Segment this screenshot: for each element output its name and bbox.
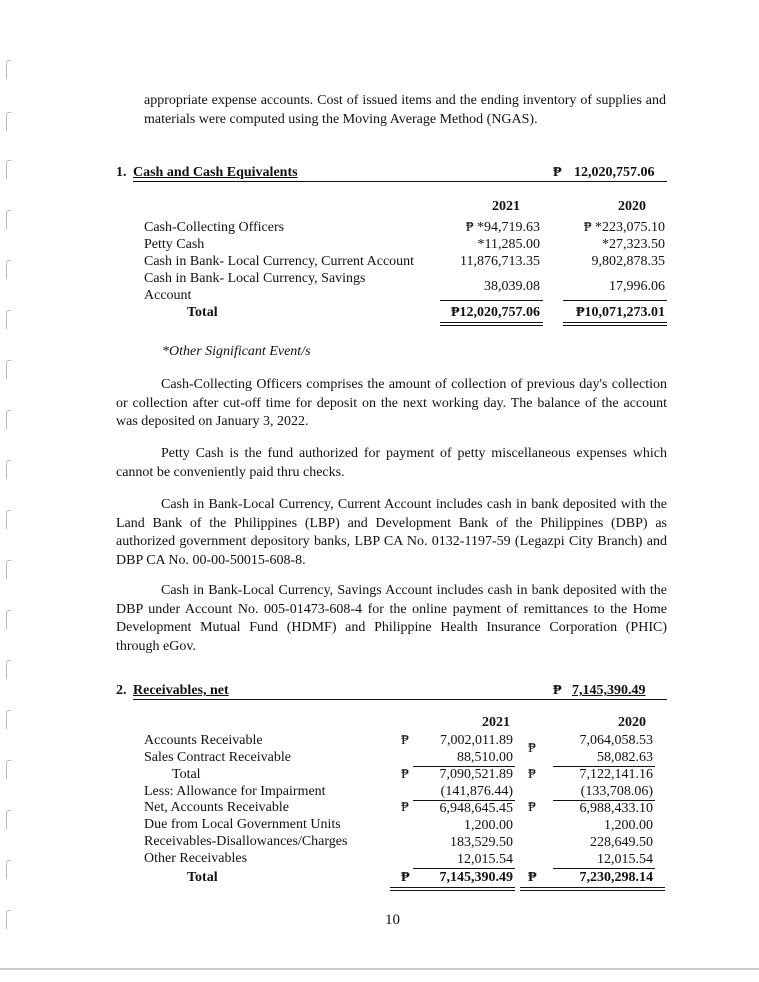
s1-total-rule-2020 (563, 322, 667, 323)
s2-row-2020: 12,015.54 (597, 852, 653, 867)
s2-row-2020: 228,649.50 (590, 835, 653, 850)
s2-peso-2020: ₱ (528, 767, 536, 782)
s2-peso-2020: ₱ (528, 800, 536, 815)
page-number: 10 (385, 912, 400, 928)
s1-total-rule-2021-b (440, 325, 543, 326)
s2-row-label: Sales Contract Receivable (144, 750, 291, 765)
s1-total-rule-2021 (440, 322, 543, 323)
s2-row-label: Other Receivables (144, 851, 248, 866)
s2-row-2021: (141,876.44) (440, 784, 513, 799)
section1-header-rule (133, 181, 667, 182)
s2-peso-2021: ₱ (401, 800, 409, 815)
s1-row-label: Cash in Bank- Local Currency, Current Account (144, 254, 415, 269)
section2-col-2020: 2020 (618, 715, 646, 730)
section2-col-2021: 2021 (482, 715, 510, 730)
s1-row-2020: 9,802,878.35 (591, 254, 665, 269)
section2-number: 2. (116, 683, 127, 698)
s2-peso-2020: ₱ (528, 741, 536, 756)
section1-number: 1. (116, 165, 127, 180)
s1-total-label: Total (187, 305, 218, 320)
s1-row-label: Cash-Collecting Officers (144, 220, 285, 235)
s1-row-2021: ₱ *94,719.63 (465, 220, 540, 235)
s2-row-label: Accounts Receivable (144, 733, 263, 748)
s2-row-label: Less: Allowance for Impairment (144, 784, 326, 799)
s2-total-rule (390, 887, 515, 888)
s1-paragraph-1: Cash-Collecting Officers comprises the amount of collection of previous day's collection or collection after cut-off time for deposit on the next working day. The balance of the account was deposited on January 3, 2022. (116, 377, 667, 429)
section2-amount: 7,145,390.49 (572, 683, 646, 698)
s2-row-2021: 1,200.00 (464, 818, 513, 833)
section1-title: Cash and Cash Equivalents (133, 165, 298, 180)
s2-row-2021: 7,002,011.89 (440, 733, 513, 748)
s2-row-2021: 12,015.54 (457, 852, 513, 867)
intro-paragraph: appropriate expense accounts. Cost of issued items and the ending inventory of supplies and materials were computed using the Moving Average Method (NGAS). (144, 93, 666, 127)
s1-row-2021: *11,285.00 (477, 237, 540, 252)
s2-total-2021: 7,145,390.49 (439, 870, 513, 885)
s2-total-peso-2021: ₱ (401, 870, 410, 885)
section1-peso: ₱ (553, 165, 562, 180)
s2-row-label: Receivables-Disallowances/Charges (144, 834, 348, 849)
section2-peso: ₱ (553, 683, 562, 698)
s2-row-2020: 6,988,433.10 (579, 801, 653, 816)
section1-col-2021: 2021 (492, 199, 520, 214)
s1-row-2020: *27,323.50 (602, 237, 665, 252)
s1-row-label: Petty Cash (144, 237, 205, 252)
s2-row-2021: 6,948,645.45 (439, 801, 513, 816)
s2-rule (553, 868, 655, 869)
s2-total-label: Total (187, 870, 218, 885)
s1-total-2021: ₱12,020,757.06 (450, 305, 540, 320)
s2-row-label: Total (172, 767, 201, 782)
s2-total-rule-b (520, 890, 665, 891)
s1-row-2021: 38,039.08 (484, 279, 540, 294)
section2-title: Receivables, net (133, 683, 229, 698)
section1-col-2020: 2020 (618, 199, 646, 214)
s1-row-2021: 11,876,713.35 (460, 254, 540, 269)
s1-row-2020: ₱ *223,075.10 (583, 220, 665, 235)
s2-rule (413, 868, 515, 869)
s2-peso-2021: ₱ (401, 767, 409, 782)
s2-row-2021: 183,529.50 (450, 835, 513, 850)
s1-subtotal-rule-2020 (563, 300, 667, 301)
s2-row-2020: 1,200.00 (604, 818, 653, 833)
s2-row-label: Due from Local Government Units (144, 817, 341, 832)
s2-total-rule-b (390, 890, 515, 891)
s2-row-label: Net, Accounts Receivable (144, 800, 290, 815)
s1-row-label-cont: Account (144, 288, 192, 303)
s1-total-rule-2020-b (563, 325, 667, 326)
s1-paragraph-2: Petty Cash is the fund authorized for payment of petty miscellaneous expenses which cannot be conveniently paid thru checks. (116, 446, 667, 480)
s1-row-2020: 17,996.06 (609, 279, 665, 294)
s1-total-2020: ₱10,071,273.01 (575, 305, 665, 320)
section1-amount: 12,020,757.06 (574, 165, 655, 180)
s1-paragraph-4: Cash in Bank-Local Currency, Savings Account includes cash in bank deposited with the DBP under Account No. 005-01473-608-4 for the online payment of remittances to the Home Development Mutual Fund (HDMF) and Philippine Health Insurance Corporation (PHIC) through eGov. (116, 583, 667, 654)
page-bottom-edge (0, 968, 759, 970)
section2-header-rule (133, 699, 667, 700)
s2-row-2020: (133,708.06) (580, 784, 653, 799)
s2-row-2021: 7,090,521.89 (439, 767, 513, 782)
s2-row-2020: 58,082.63 (597, 750, 653, 765)
s2-row-2021: 88,510.00 (457, 750, 513, 765)
s2-total-peso-2020: ₱ (528, 870, 537, 885)
s2-total-2020: 7,230,298.14 (579, 870, 653, 885)
s1-note: *Other Significant Event/s (162, 344, 311, 359)
s1-row-label: Cash in Bank- Local Currency, Savings (144, 271, 366, 286)
s2-row-2020: 7,122,141.16 (579, 767, 653, 782)
s2-row-2020: 7,064,058.53 (579, 733, 653, 748)
s1-paragraph-3: Cash in Bank-Local Currency, Current Account includes cash in bank deposited with the Land Bank of the Philippines (LBP) and Development Bank of the Philippines (DBP) as authorized government depository banks, LBP CA No. 0132-1197-59 (Legazpi City Branch) and DBP CA No. 00-00-50015-608-8. (116, 497, 667, 568)
s2-total-rule (520, 887, 665, 888)
s1-subtotal-rule-2021 (440, 300, 543, 301)
s2-peso-2021: ₱ (401, 733, 409, 748)
